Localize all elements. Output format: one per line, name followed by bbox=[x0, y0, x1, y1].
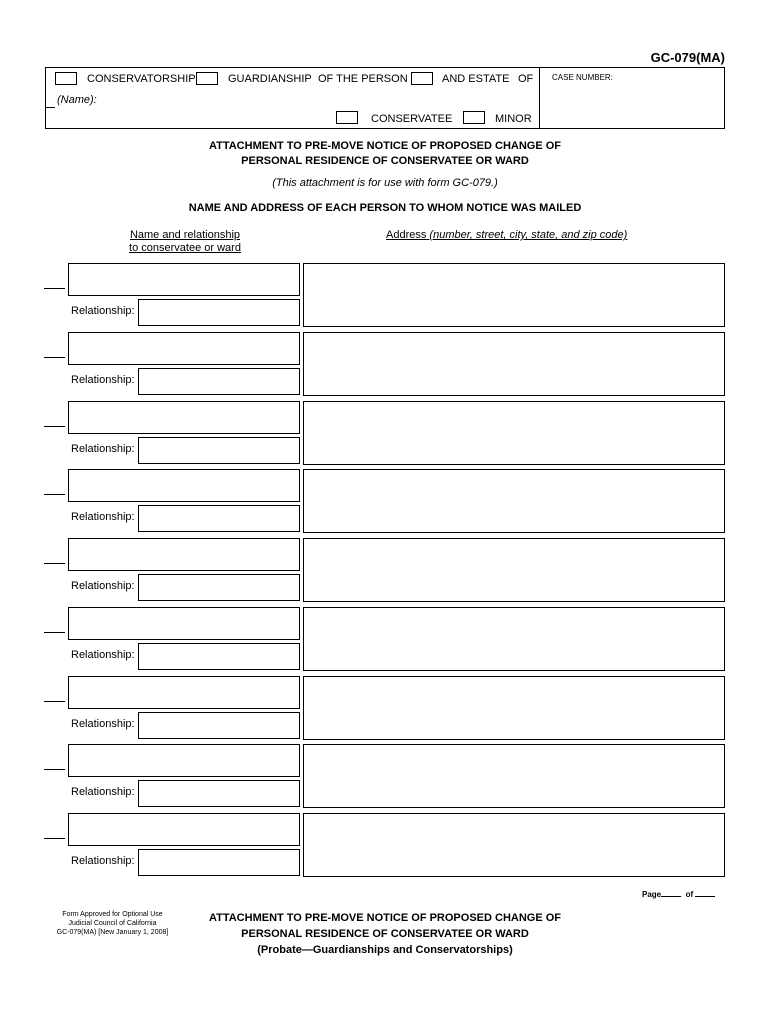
guardianship-checkbox[interactable] bbox=[196, 72, 218, 85]
address-input-box[interactable] bbox=[303, 401, 725, 465]
relationship-label: Relationship: bbox=[71, 443, 135, 455]
relationship-input-box[interactable] bbox=[138, 712, 300, 739]
attachment-title-line1: ATTACHMENT TO PRE-MOVE NOTICE OF PROPOSED CHANGE OF bbox=[208, 140, 561, 152]
name-input[interactable] bbox=[100, 92, 534, 108]
address-input-box[interactable] bbox=[303, 332, 725, 396]
of-pages-label: of bbox=[685, 890, 694, 899]
relationship-input-box[interactable] bbox=[138, 574, 300, 601]
entry-number-blank[interactable] bbox=[44, 769, 65, 770]
name-input-box[interactable] bbox=[68, 813, 300, 846]
relationship-label: Relationship: bbox=[71, 305, 135, 317]
footer-title-line1: ATTACHMENT TO PRE-MOVE NOTICE OF PROPOSED CHANGE OF bbox=[208, 912, 561, 924]
footer-title bbox=[0, 910, 770, 958]
address-column-heading bbox=[386, 229, 627, 242]
entry-number-blank[interactable] bbox=[44, 426, 65, 427]
guardianship-label: GUARDIANSHIP bbox=[228, 73, 312, 85]
relationship-label: Relationship: bbox=[71, 374, 135, 386]
entry-number-blank[interactable] bbox=[44, 632, 65, 633]
relationship-input-box[interactable] bbox=[138, 299, 300, 326]
of-the-person-label: OF THE PERSON bbox=[318, 73, 408, 85]
entry-number-blank[interactable] bbox=[44, 494, 65, 495]
address-input-box[interactable] bbox=[303, 607, 725, 671]
entry-number-blank[interactable] bbox=[44, 563, 65, 564]
relationship-input-box[interactable] bbox=[138, 437, 300, 464]
and-estate-checkbox[interactable] bbox=[411, 72, 433, 85]
address-input-box[interactable] bbox=[303, 263, 725, 327]
attachment-title-line2: PERSONAL RESIDENCE OF CONSERVATEE OR WARD bbox=[241, 155, 529, 167]
section-heading: NAME AND ADDRESS OF EACH PERSON TO WHOM NOTICE WAS MAILED bbox=[188, 202, 582, 214]
relationship-input-box[interactable] bbox=[138, 780, 300, 807]
address-hint: (number, street, city, state, and zip code) bbox=[429, 229, 628, 241]
name-input-box[interactable] bbox=[68, 607, 300, 640]
name-column-heading-line1: Name and relationship bbox=[129, 229, 241, 241]
conservatorship-checkbox[interactable] bbox=[55, 72, 77, 85]
and-estate-label: AND ESTATE bbox=[442, 73, 510, 85]
case-number-label: CASE NUMBER: bbox=[552, 73, 613, 82]
name-label: (Name): bbox=[57, 94, 97, 106]
conservatorship-label: CONSERVATORSHIP bbox=[87, 73, 196, 85]
name-input-box[interactable] bbox=[68, 744, 300, 777]
address-input-box[interactable] bbox=[303, 676, 725, 740]
conservatee-checkbox[interactable] bbox=[336, 111, 358, 124]
relationship-input-box[interactable] bbox=[138, 505, 300, 532]
entry-number-blank[interactable] bbox=[44, 288, 65, 289]
address-input-box[interactable] bbox=[303, 744, 725, 808]
address-input-box[interactable] bbox=[303, 813, 725, 877]
conservatee-label: CONSERVATEE bbox=[371, 113, 453, 125]
name-input-box[interactable] bbox=[68, 538, 300, 571]
relationship-input-box[interactable] bbox=[138, 643, 300, 670]
address-input-box[interactable] bbox=[303, 469, 725, 533]
entry-number-blank[interactable] bbox=[44, 838, 65, 839]
address-label: Address bbox=[386, 229, 427, 241]
entry-number-blank[interactable] bbox=[44, 357, 65, 358]
total-pages-blank[interactable] bbox=[695, 896, 715, 897]
name-input-box[interactable] bbox=[68, 469, 300, 502]
of-label: OF bbox=[518, 73, 534, 85]
address-input-box[interactable] bbox=[303, 538, 725, 602]
relationship-label: Relationship: bbox=[71, 786, 135, 798]
approval-line-2: Judicial Council of California bbox=[68, 920, 157, 927]
relationship-label: Relationship: bbox=[71, 580, 135, 592]
name-input-box[interactable] bbox=[68, 676, 300, 709]
footer-title-line2: PERSONAL RESIDENCE OF CONSERVATEE OR WARD bbox=[241, 928, 529, 940]
relationship-label: Relationship: bbox=[71, 855, 135, 867]
footer-title-line3: (Probate—Guardianships and Conservatorships) bbox=[257, 944, 513, 956]
approval-line-1: Form Approved for Optional Use bbox=[62, 911, 163, 918]
relationship-label: Relationship: bbox=[71, 649, 135, 661]
relationship-input-box[interactable] bbox=[138, 849, 300, 876]
entry-number-blank[interactable] bbox=[44, 701, 65, 702]
page-number-area bbox=[642, 890, 715, 899]
name-input-box[interactable] bbox=[68, 263, 300, 296]
minor-checkbox[interactable] bbox=[463, 111, 485, 124]
name-input-box[interactable] bbox=[68, 332, 300, 365]
name-blank-line bbox=[45, 107, 55, 108]
relationship-label: Relationship: bbox=[71, 511, 135, 523]
case-number-input[interactable] bbox=[545, 86, 724, 126]
page-label: Page bbox=[642, 890, 662, 899]
minor-label: MINOR bbox=[495, 113, 532, 125]
relationship-input-box[interactable] bbox=[138, 368, 300, 395]
name-input-box[interactable] bbox=[68, 401, 300, 434]
approval-line-3: GC-079(MA) [New January 1, 2008] bbox=[56, 929, 169, 936]
name-column-heading-line2: to conservatee or ward bbox=[129, 242, 241, 254]
form-number: GC-079(MA) bbox=[650, 50, 725, 65]
relationship-label: Relationship: bbox=[71, 718, 135, 730]
page-number-blank[interactable] bbox=[661, 896, 681, 897]
attachment-note: (This attachment is for use with form GC-079.) bbox=[272, 177, 498, 189]
